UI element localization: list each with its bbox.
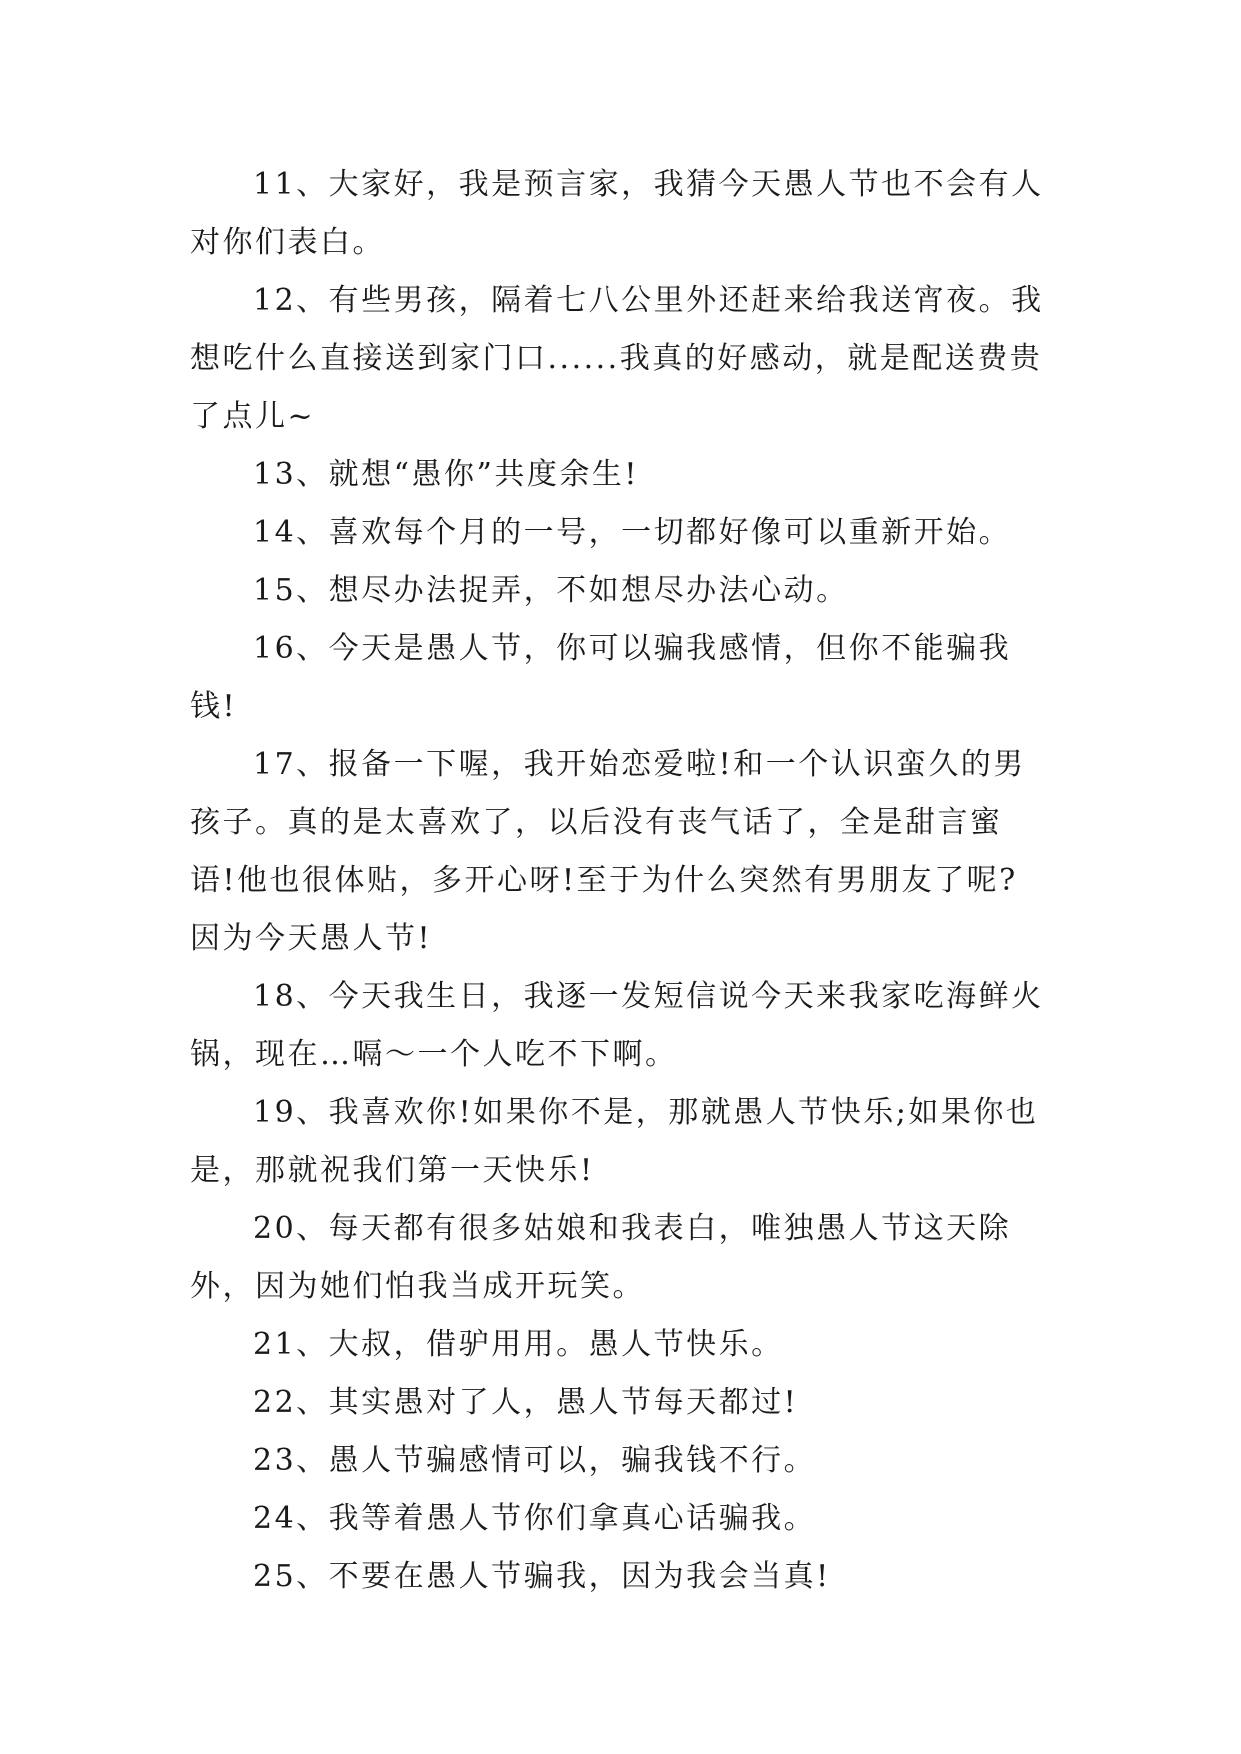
- paragraph-25: 25、不要在愚人节骗我，因为我会当真!: [253, 1559, 831, 1594]
- paragraph-12: 12、有些男孩，隔着七八公里外还赶来给我送宵夜。我想吃什么直接送到家门口......我真的好感动，就是配送费贵了点儿~: [190, 283, 1044, 434]
- paragraph-19: 19、我喜欢你!如果你不是，那就愚人节快乐;如果你也是，那就祝我们第一天快乐!: [190, 1095, 1039, 1188]
- paragraph-13: 13、就想“愚你”共度余生!: [253, 457, 639, 492]
- document-body: [190, 156, 1048, 1606]
- paragraph-14: 14、喜欢每个月的一号，一切都好像可以重新开始。: [253, 515, 1012, 550]
- paragraph-15: 15、想尽办法捉弄，不如想尽办法心动。: [253, 573, 849, 608]
- paragraph-16: 16、今天是愚人节，你可以骗我感情，但你不能骗我钱!: [190, 631, 1012, 724]
- paragraph-22: 22、其实愚对了人，愚人节每天都过!: [253, 1385, 799, 1420]
- paragraph-23: 23、愚人节骗感情可以，骗我钱不行。: [253, 1443, 817, 1478]
- paragraph-20: 20、每天都有很多姑娘和我表白，唯独愚人节这天除外，因为她们怕我当成开玩笑。: [190, 1211, 1012, 1304]
- paragraph-24: 24、我等着愚人节你们拿真心话骗我。: [253, 1501, 817, 1536]
- paragraph-17: 17、报备一下喔，我开始恋爱啦!和一个认识蛮久的男孩子。真的是太喜欢了，以后没有丧气话了，全是甜言蜜语!他也很体贴，多开心呀!至于为什么突然有男朋友了呢?因为今天愚人节!: [190, 747, 1026, 956]
- paragraph-11: 11、大家好，我是预言家，我猜今天愚人节也不会有人对你们表白。: [190, 167, 1044, 260]
- paragraph-18: 18、今天我生日，我逐一发短信说今天来我家吃海鲜火锅，现在…嗝～一个人吃不下啊。: [190, 979, 1044, 1072]
- paragraph-21: 21、大叔，借驴用用。愚人节快乐。: [253, 1327, 784, 1362]
